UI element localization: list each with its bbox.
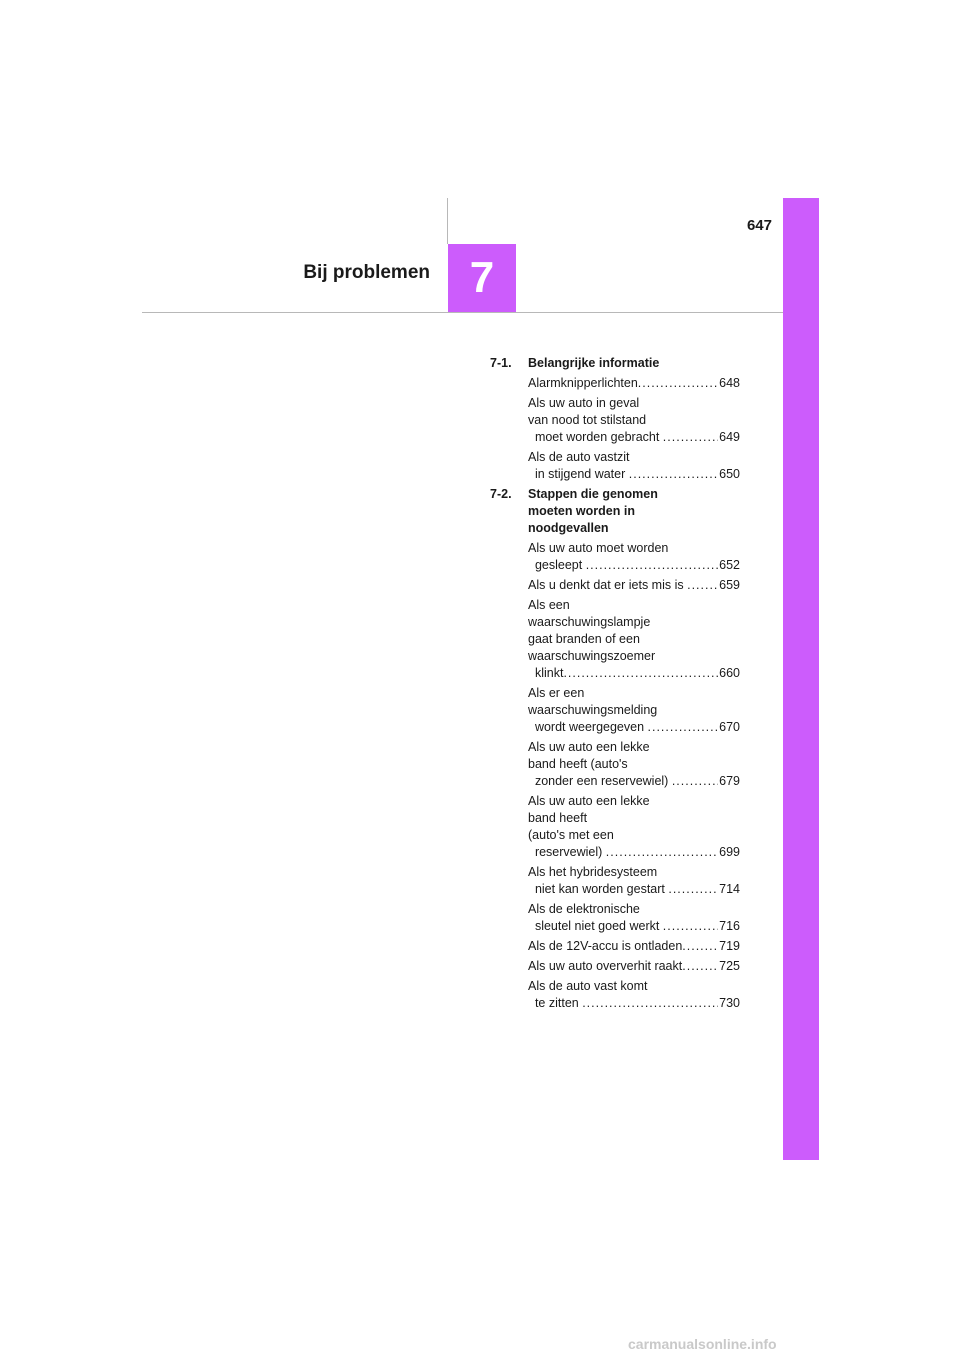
toc-entry[interactable] xyxy=(528,901,740,935)
toc-dot-leader xyxy=(682,938,718,955)
toc-dot-leader xyxy=(638,375,718,392)
toc-entry-page: 716 xyxy=(719,919,740,933)
toc-dot-leader xyxy=(629,466,718,483)
toc-entry-text: Als uw auto moet worden xyxy=(528,541,669,555)
toc-dot-leader xyxy=(682,958,718,975)
watermark-logo: carmanualsonline.info xyxy=(628,1336,777,1352)
toc-entry-page: 659 xyxy=(719,578,740,592)
toc-entry-last-line: te zitten xyxy=(528,996,583,1010)
toc-entry-text: Als het hybridesysteem xyxy=(528,865,658,879)
chapter-thumb-tab xyxy=(783,198,819,1160)
toc-dot-leader xyxy=(586,557,718,574)
toc-entry-last-line: Als de 12V-accu is ontladen xyxy=(528,939,683,953)
toc-entry[interactable] xyxy=(528,938,740,955)
toc-entry-text: Als uw auto een lekke band heeft (auto's met een xyxy=(528,794,650,842)
toc-dot-leader xyxy=(668,881,718,898)
toc-entry-text: Als een waarschuwingslampje gaat branden of een waarschuwingszoemer xyxy=(528,598,656,663)
toc-entry-text: Als uw auto een lekke band heeft (auto's xyxy=(528,740,650,771)
toc-entry[interactable] xyxy=(528,449,740,483)
toc-section-heading xyxy=(490,355,740,372)
page-number: 647 xyxy=(746,217,772,234)
toc-entry-page: 649 xyxy=(719,430,740,444)
toc-entry-page: 714 xyxy=(719,882,740,896)
toc-entry-text: Als uw auto in geval van nood tot stilstand xyxy=(528,396,647,427)
toc-entry-page: 719 xyxy=(719,939,740,953)
toc-entry-last-line: sleutel niet goed werkt xyxy=(528,919,663,933)
toc-entry-last-line: gesleept xyxy=(528,558,586,572)
toc-entry-text: Als de elektronische xyxy=(528,902,640,916)
toc-entry-last-line: zonder een reservewiel) xyxy=(528,774,672,788)
toc-entry[interactable] xyxy=(528,597,740,682)
toc-entry-last-line: klinkt xyxy=(528,666,564,680)
toc-entry-page: 699 xyxy=(719,845,740,859)
header-vertical-rule xyxy=(447,198,448,244)
toc-entry-page: 725 xyxy=(719,959,740,973)
toc-dot-leader xyxy=(663,429,718,446)
header-horizontal-rule xyxy=(142,312,783,313)
toc-entry-last-line: niet kan worden gestart xyxy=(528,882,669,896)
toc-section-number: 7-2. xyxy=(490,487,512,501)
toc-entry-last-line: wordt weergegeven xyxy=(528,720,648,734)
toc-entry-page: 660 xyxy=(719,666,740,680)
toc-dot-leader xyxy=(606,844,718,861)
toc-entry-page: 650 xyxy=(719,467,740,481)
toc-dot-leader xyxy=(648,719,719,736)
toc-entry-last-line: reservewiel) xyxy=(528,845,606,859)
toc-dot-leader xyxy=(687,577,718,594)
toc-entry-last-line: Alarmknipperlichten xyxy=(528,376,638,390)
toc-section-heading xyxy=(490,486,740,537)
chapter-number-box xyxy=(448,244,516,312)
toc-entry[interactable] xyxy=(528,793,740,861)
toc-entry-last-line: moet worden gebracht xyxy=(528,430,663,444)
toc-section-number: 7-1. xyxy=(490,356,512,370)
toc-entry-last-line: Als u denkt dat er iets mis is xyxy=(528,578,688,592)
toc-section xyxy=(490,486,740,1012)
toc-entry-text: Als de auto vast komt xyxy=(528,979,648,993)
toc-entry-page: 648 xyxy=(719,376,740,390)
toc-dot-leader xyxy=(563,665,718,682)
toc-entry-page: 679 xyxy=(719,774,740,788)
toc-entry-text: Als er een waarschuwingsmelding xyxy=(528,686,658,717)
toc-entry-last-line: in stijgend water xyxy=(528,467,629,481)
toc-entry[interactable] xyxy=(528,577,740,594)
toc-entry[interactable] xyxy=(528,685,740,736)
toc-dot-leader xyxy=(582,995,718,1012)
toc-entry[interactable] xyxy=(528,395,740,446)
toc-entry[interactable] xyxy=(528,540,740,574)
toc-entry[interactable] xyxy=(528,375,740,392)
toc-entry[interactable] xyxy=(528,864,740,898)
toc-entry-page: 652 xyxy=(719,558,740,572)
toc-entry-page: 670 xyxy=(719,720,740,734)
toc-dot-leader xyxy=(672,773,718,790)
toc-dot-leader xyxy=(663,918,718,935)
toc-entry[interactable] xyxy=(528,739,740,790)
toc-entry-last-line: Als uw auto oververhit raakt xyxy=(528,959,683,973)
chapter-title: Bij problemen xyxy=(303,262,430,283)
toc-section-title: Belangrijke informatie xyxy=(528,356,660,370)
toc-entry-page: 730 xyxy=(719,996,740,1010)
toc-entry[interactable] xyxy=(528,958,740,975)
table-of-contents xyxy=(490,355,740,1015)
toc-entry-text: Als de auto vastzit xyxy=(528,450,630,464)
toc-section xyxy=(490,355,740,483)
chapter-number: 7 xyxy=(469,253,495,302)
toc-entry[interactable] xyxy=(528,978,740,1012)
toc-section-title: Stappen die genomen moeten worden in noodgevallen xyxy=(528,487,658,535)
